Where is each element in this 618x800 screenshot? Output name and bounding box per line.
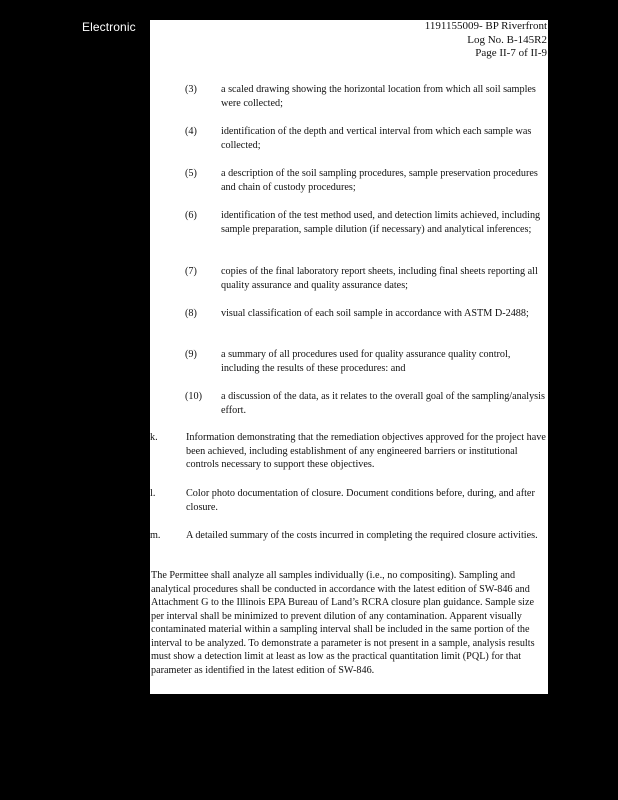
lettered-item-text: A detailed summary of the costs incurred in completing the required closure activities.	[186, 530, 538, 541]
list-item-text: a description of the soil sampling procedures, sample preservation procedures and chain of custody procedures;	[221, 168, 538, 193]
list-item-number: (8)	[185, 308, 197, 319]
list-item-number: (5)	[185, 168, 197, 179]
list-item-text: copies of the final laboratory report sheets, including final sheets reporting all quality assurance and quality assurance dates;	[221, 266, 538, 291]
list-item-text: identification of the test method used, and detection limits achieved, including sample preparation, sample dilution (if necessary) and analytical inferences;	[221, 210, 541, 235]
lettered-item-text: Color photo documentation of closure. Document conditions before, during, and after closure.	[186, 488, 535, 513]
sampling-requirements-paragraph: The Permittee shall analyze all samples individually (i.e., no compositing). Sampling and analytical procedures shall be conducted in accordance with the latest edition of SW-846 and Attachment G to the Illinois EPA Bureau of Land’s RCRA closure plan guidance. Sample size per interval shall be minimized to prevent dilution of any contamination. Apparent visually contaminated material within a sampling interval shall be included in the same portion of the interval to be analyzed. To demonstrate a parameter is not present in a sample, analysis results must show a detection limit at least as low as the practical quantitation limit (PQL) for that parameter as identified in the latest edition of SW-846.	[151, 570, 535, 676]
lettered-item-letter: l.	[150, 488, 156, 499]
list-item-number: (6)	[185, 210, 197, 221]
page-header	[425, 20, 547, 61]
lettered-item-letter: k.	[150, 432, 158, 443]
header-log-number: Log No. B-145R2	[467, 33, 547, 46]
viewer-label: Electronic	[82, 20, 136, 34]
list-item-number: (4)	[185, 126, 197, 137]
list-item-text: a discussion of the data, as it relates to the overall goal of the sampling/analysis effort.	[221, 391, 545, 416]
list-item-number: (7)	[185, 266, 197, 277]
lettered-item-text: Information demonstrating that the remediation objectives approved for the project have been achieved, including establishment of any engineered barriers or institutional controls necessary to support these objectives.	[186, 432, 546, 470]
document-page	[150, 20, 548, 694]
list-item-number: (3)	[185, 84, 197, 95]
header-permit-number: 1191155009- BP Riverfront	[424, 20, 547, 32]
list-item-text: visual classification of each soil sample in accordance with ASTM D-2488;	[221, 308, 529, 319]
list-item-text: identification of the depth and vertical interval from which each sample was collected;	[221, 126, 532, 151]
header-page-number: Page II-7 of II-9	[475, 47, 547, 59]
list-item-text: a scaled drawing showing the horizontal location from which all soil samples were collected;	[221, 84, 536, 109]
lettered-item-letter: m.	[150, 530, 161, 541]
list-item-number: (9)	[185, 349, 197, 360]
list-item-text: a summary of all procedures used for quality assurance quality control, including the results of these procedures: and	[221, 349, 511, 374]
list-item-number: (10)	[185, 391, 202, 402]
